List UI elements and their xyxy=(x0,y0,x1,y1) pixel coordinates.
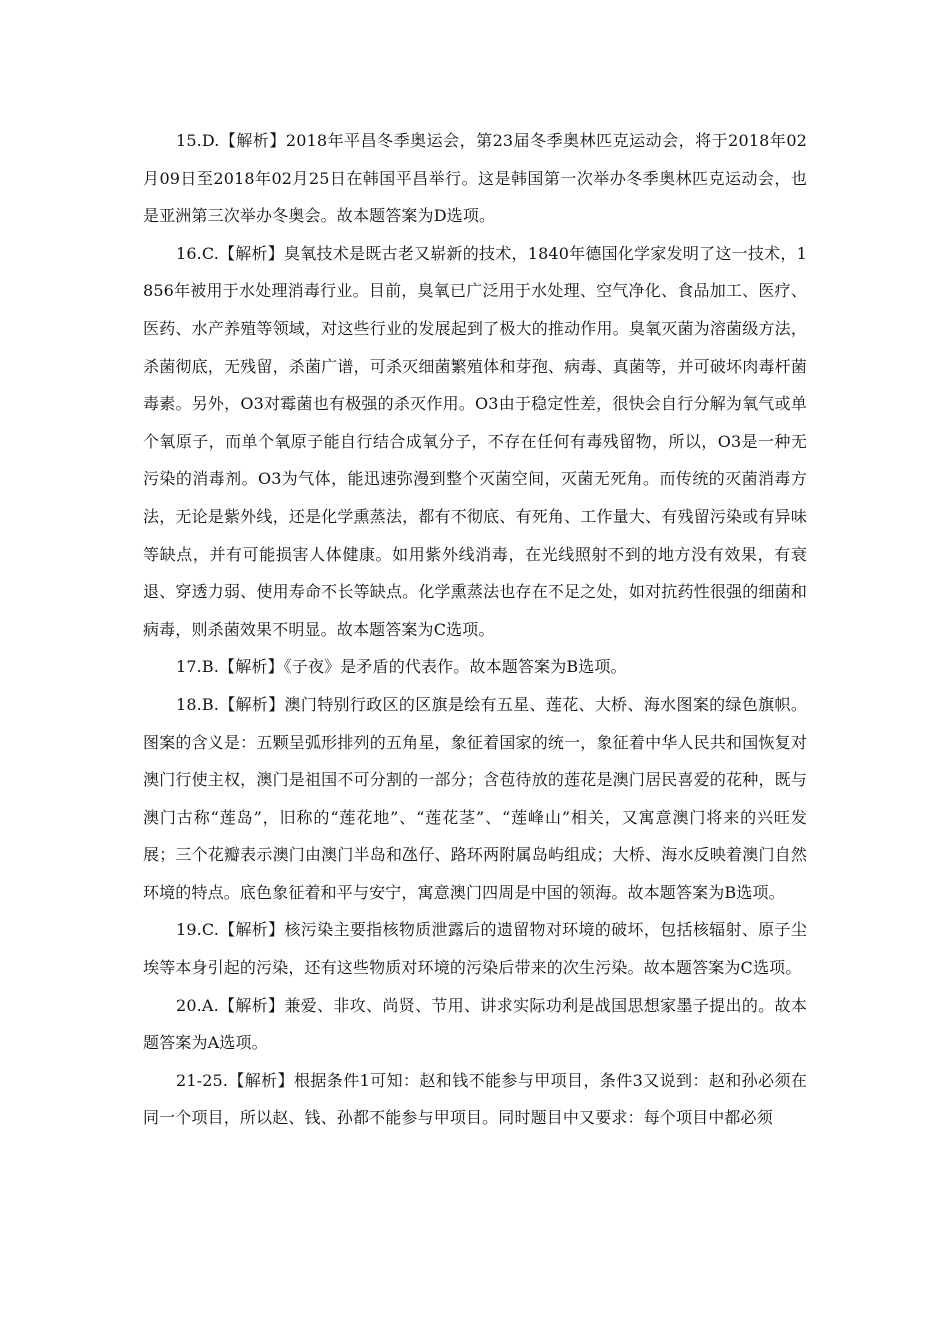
explanation-20-text: 20.A.【解析】兼爱、非攻、尚贤、节用、讲求实际功利是战国思想家墨子提出的。故本题答案为A选项。 xyxy=(143,995,807,1053)
explanation-16-text: 16.C.【解析】臭氧技术是既古老又崭新的技术，1840年德国化学家发明了这一技术，1856年被用于水处理消毒行业。目前，臭氧已广泛用于水处理、空气净化、食品加工、医疗、医药、水产养殖等领域，对这些行业的发展起到了极大的推动作用。臭氧灭菌为溶菌级方法，杀菌彻底，无残留，杀菌广谱，可杀灭细菌繁殖体和芽孢、病毒、真菌等，并可破坏肉毒杆菌毒素。另外，O3对霉菌也有极强的杀灭作用。O3由于稳定性差，很快会自行分解为氧气或单个氧原子，而单个氧原子能自行结合成氧分子，不存在任何有毒残留物，所以，O3是一种无污染的消毒剂。O3为气体，能迅速弥漫到整个灭菌空间，灭菌无死角。而传统的灭菌消毒方法，无论是紫外线，还是化学熏蒸法，都有不彻底、有死角、工作量大、有残留污染或有异味等缺点，并有可能损害人体健康。如用紫外线消毒，在光线照射不到的地方没有效果，有衰退、穿透力弱、使用寿命不长等缺点。化学熏蒸法也存在不足之处，如对抗药性很强的细菌和病毒，则杀菌效果不明显。故本题答案为C选项。 xyxy=(143,243,807,639)
explanation-21-25-text: 21-25.【解析】根据条件1可知：赵和钱不能参与甲项目，条件3又说到：赵和孙必须在同一个项目，所以赵、钱、孙都不能参与甲项目。同时题目中又要求：每个项目中都必须 xyxy=(143,1070,807,1128)
explanation-21-25 xyxy=(143,1062,807,1137)
explanation-19-text: 19.C.【解析】核污染主要指核物质泄露后的遗留物对环境的破坏，包括核辐射、原子尘埃等本身引起的污染，还有这些物质对环境的污染后带来的次生污染。故本题答案为C选项。 xyxy=(143,920,807,978)
explanation-17-text: 17.B.【解析】《子夜》是矛盾的代表作。故本题答案为B选项。 xyxy=(176,657,627,677)
explanation-17 xyxy=(143,648,807,686)
explanation-16 xyxy=(143,235,807,649)
explanation-15 xyxy=(143,122,807,235)
explanation-18 xyxy=(143,686,807,912)
explanation-15-text: 15.D.【解析】2018年平昌冬季奥运会，第23届冬季奥林匹克运动会，将于2018年02月09日至2018年02月25日在韩国平昌举行。这是韩国第一次举办冬季奥林匹克运动会，也是亚洲第三次举办冬奥会。故本题答案为D选项。 xyxy=(143,131,807,226)
explanation-20 xyxy=(143,987,807,1062)
explanation-19 xyxy=(143,911,807,986)
explanation-18-text: 18.B.【解析】澳门特别行政区的区旗是绘有五星、莲花、大桥、海水图案的绿色旗帜。图案的含义是：五颗呈弧形排列的五角星，象征着国家的统一，象征着中华人民共和国恢复对澳门行使主权，澳门是祖国不可分割的一部分；含苞待放的莲花是澳门居民喜爱的花种，既与澳门古称“莲岛”，旧称的“莲花地”、“莲花茎”、“莲峰山”相关，又寓意澳门将来的兴旺发展；三个花瓣表示澳门由澳门半岛和氹仔、路环两附属岛屿组成；大桥、海水反映着澳门自然环境的特点。底色象征着和平与安宁，寓意澳门四周是中国的领海。故本题答案为B选项。 xyxy=(143,694,807,902)
answer-explanations xyxy=(143,122,807,1137)
